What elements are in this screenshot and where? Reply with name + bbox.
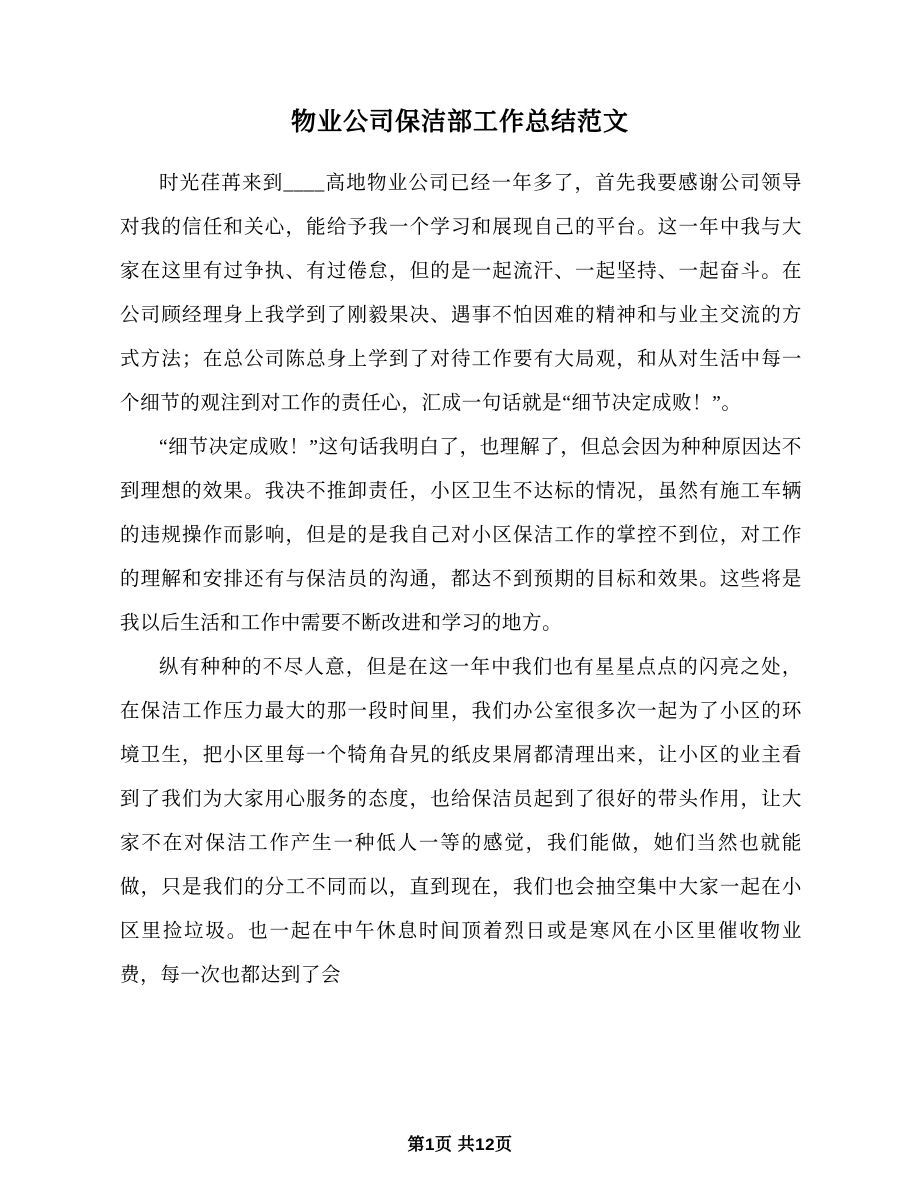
document-body bbox=[0, 162, 920, 998]
paragraph: 纵有种种的不尽人意，但是在这一年中我们也有星星点点的闪亮之处，在保洁工作压力最大的那一段时间里，我们办公室很多次一起为了小区的环境卫生，把小区里每一个犄角旮旯的纸皮果屑都清理出来，让小区的业主看到了我们为大家用心服务的态度，也给保洁员起到了很好的带头作用，让大家不在对保洁工作产生一种低人一等的感觉，我们能做，她们当然也就能做，只是我们的分工不同而以，直到现在，我们也会抽空集中大家一起在小区里捡垃圾。也一起在中午休息时间顶着烈日或是寒风在小区里催收物业费，每一次也都达到了会 bbox=[120, 657, 802, 986]
page-footer: 第1页 共12页 bbox=[407, 1135, 513, 1154]
page-title: 物业公司保洁部工作总结范文 bbox=[290, 108, 629, 136]
paragraph: 时光荏苒来到____高地物业公司已经一年多了，首先我要感谢公司领导对我的信任和关心，能给予我一个学习和展现自己的平台。这一年中我与大家在这里有过争执、有过倦怠，但的是一起流汗、一起坚持、一起奋斗。在公司顾经理身上我学到了刚毅果决、遇事不怕因难的精神和与业主交流的方式方法；在总公司陈总身上学到了对待工作要有大局观，和从对生活中每一个细节的观注到对工作的责任心，汇成一句话就是“细节决定成败！”。 bbox=[120, 173, 802, 414]
paragraph: “细节决定成败！”这句话我明白了，也理解了，但总会因为种种原因达不到理想的效果。我决不推卸责任，小区卫生不达标的情况，虽然有施工车辆的违规操作而影响，但是的是我自己对小区保洁工作的掌控不到位，对工作的理解和安排还有与保洁员的沟通，都达不到预期的目标和效果。这些将是我以后生活和工作中需要不断改进和学习的地方。 bbox=[120, 437, 802, 634]
